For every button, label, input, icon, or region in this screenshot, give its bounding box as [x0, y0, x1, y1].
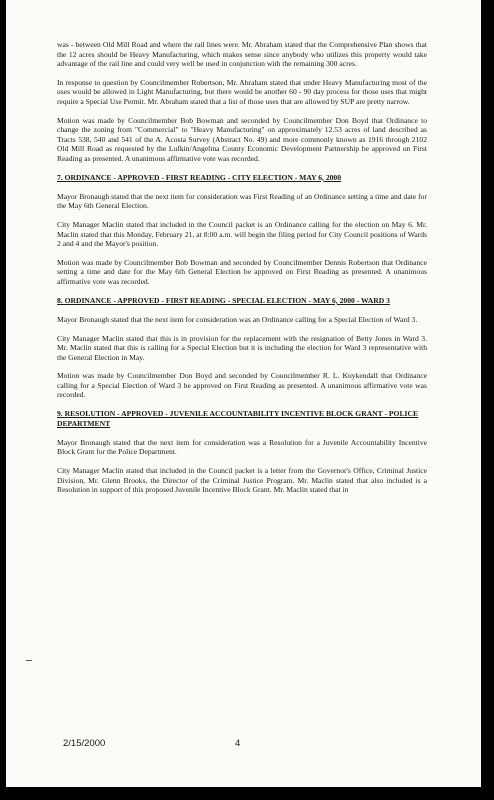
paragraph-general-election-intro: Mayor Bronaugh stated that the next item for consideration was First Reading of an Ordinance setting a time and date for the May 6th General Election.	[57, 191, 427, 211]
paragraph-zoning-motion: Motion was made by Councilmember Bob Bowman and seconded by Councilmember Don Boyd that Ordinance to change the zoning from "Commercial" to "Heavy Manufacturing" on approximately 12.53 acres of land described as Tracts 538, 540 and 541 of the A. Acosta Survey (Abstract No. 49) and more commonly known as 1916 through 2102 Old Mill Road as requested by the Lufkin/Angelina County Economic Development Partnership be approved on First Reading as presented. A unanimous affirmative vote was recorded.	[57, 115, 427, 163]
paragraph-general-election-filing: City Manager Maclin stated that included in the Council packet is an Ordinance calling for the election on May 6. Mr. Maclin stated that this Monday, February 21, at 8:00 a.m. will begin the filing period for City Council positions of Wards 2 and 4 and the Mayor's position.	[57, 220, 427, 249]
document-sheet	[6, 0, 481, 787]
paragraph-juvenile-grant-intro: Mayor Bronaugh stated that the next item for consideration was a Resolution for a Juvenile Accountability Incentive Block Grant for the Police Department.	[57, 437, 427, 457]
heading-item-9-juvenile-grant: 9. RESOLUTION - APPROVED - JUVENILE ACCOUNTABILITY INCENTIVE BLOCK GRANT - POLICE DEPARTMENT	[57, 409, 419, 428]
page-number: 4	[235, 738, 241, 749]
scan-bottom-edge	[0, 787, 494, 800]
heading-item-7-city-election: 7. ORDINANCE - APPROVED - FIRST READING - CITY ELECTION - MAY 6, 2000	[57, 172, 342, 182]
paragraph-comprehensive-plan: was - between Old Mill Road and where the rail lines were. Mr. Abraham stated that the Comprehensive Plan shows that the 12 acres should be Heavy Manufacturing, which makes sense since anybody who utilizes this property would take advantage of the rail line and could very well be used in conjunction with the remaining 300 acres.	[57, 40, 427, 69]
footer-date: 2/15/2000	[63, 738, 106, 749]
paragraph-special-election-intro: Mayor Bronaugh stated that the next item for consideration was an Ordinance calling for a Special Election of Ward 3.	[57, 314, 418, 324]
paragraph-special-election-motion: Motion was made by Councilmember Don Boyd and seconded by Councilmember R. L. Kuykendall that Ordinance calling for a Special Election of Ward 3 be approved on First Reading as presented. A unanimous affirmative vote was recorded.	[57, 371, 427, 400]
paragraph-general-election-motion: Motion was made by Councilmember Bob Bowman and seconded by Councilmember Dennis Robertson that Ordinance setting a time and date for the May 6th General Election be approved on First Reading as presented. A unanimous affirmative vote was recorded.	[57, 257, 427, 286]
paragraph-ward-3-replacement: City Manager Maclin stated that this is in provision for the replacement with the resignation of Betty Jones in Ward 3. Mr. Maclin stated that this is calling for a Special Election but it is including the election for Ward 3 representative with the General Election in May.	[57, 333, 427, 362]
minutes-body	[57, 40, 427, 504]
margin-mark	[26, 660, 32, 661]
heading-item-8-special-election: 8. ORDINANCE - APPROVED - FIRST READING - SPECIAL ELECTION - MAY 6, 2000 - WARD 3	[57, 295, 390, 305]
paragraph-governors-office-letter: City Manager Maclin stated that included in the Council packet is a letter from the Governor's Office, Criminal Justice Division, Mr. Glenn Brooks, the Director of the Criminal Justice Program. Mr. Maclin stated that also included is a Resolution in support of this proposed Juvenile Incentive Block Grant. Mr. Maclin stated that in	[57, 466, 427, 495]
paragraph-robertson-question: In response to question by Councilmember Robertson, Mr. Abraham stated that under Heavy Manufacturing most of the uses would be allowed in Light Manufacturing, but there would be another 60 - 90 day process for those uses that might require a Special Use Permit. Mr. Abraham stated that a list of those uses that are allowed by SUP are pretty narrow.	[57, 77, 427, 106]
